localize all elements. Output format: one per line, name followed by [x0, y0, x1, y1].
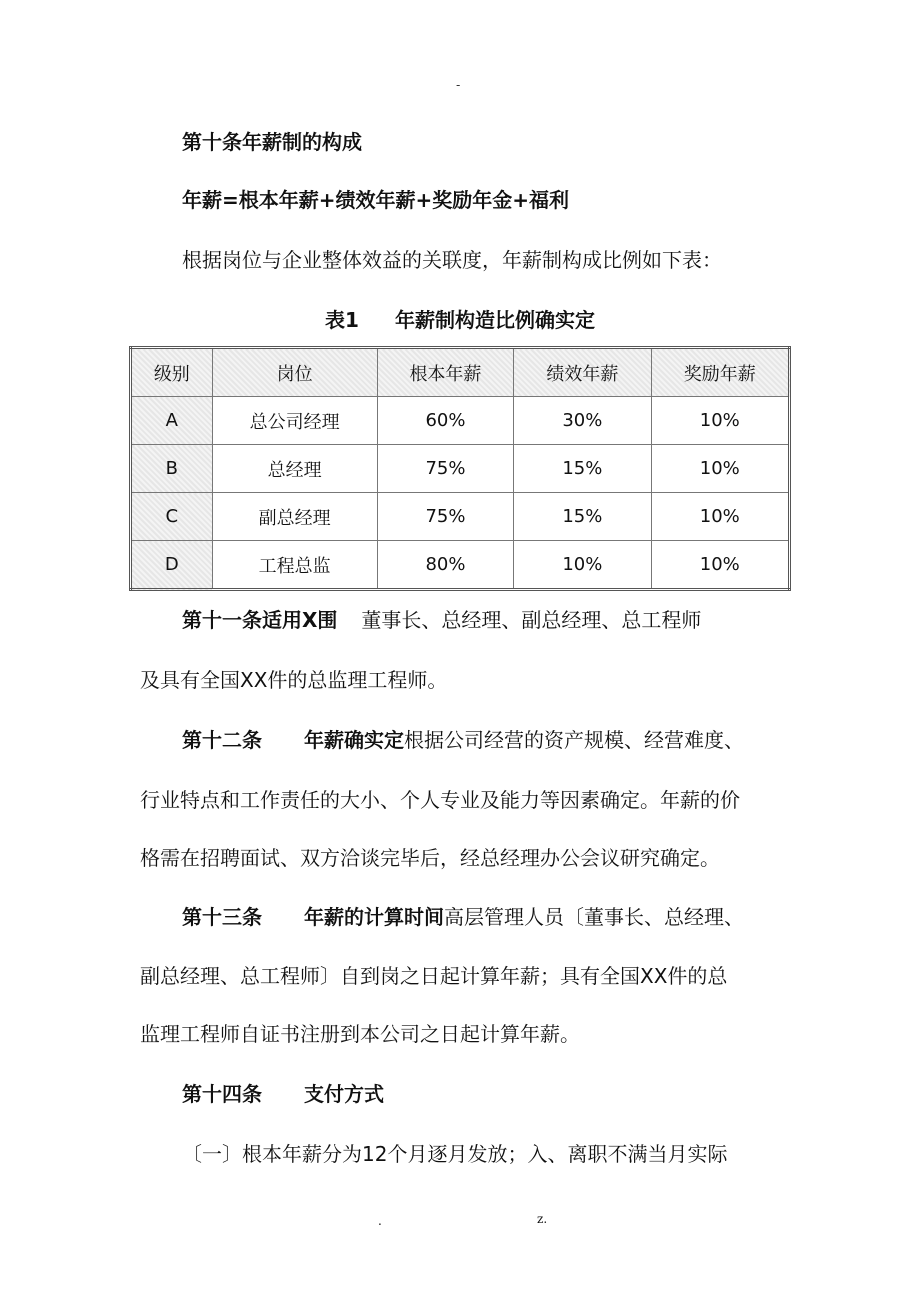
cell-performance: 10%	[514, 541, 651, 590]
article11-line1	[182, 606, 701, 634]
table-caption-title: 年薪制构造比例确实定	[394, 308, 595, 332]
cell-base: 80%	[377, 541, 513, 590]
cell-bonus: 10%	[651, 541, 789, 590]
article13-subheading: 年薪的计算时间	[304, 905, 444, 929]
cell-base: 60%	[377, 397, 513, 445]
article13-line1	[182, 903, 744, 931]
header-base-salary: 根本年薪	[377, 348, 513, 397]
table-row	[131, 541, 790, 590]
salary-ratio-table	[129, 346, 791, 591]
table-row	[131, 493, 790, 541]
cell-position: 工程总监	[212, 541, 377, 590]
header-bonus-salary: 奖励年薪	[651, 348, 789, 397]
article10-formula: 年薪=根本年薪+绩效年薪+奖励年金+福利	[182, 188, 570, 212]
article12-text1: 根据公司经营的资产规模、经营难度、	[404, 728, 744, 752]
article12-line1	[182, 726, 744, 754]
cell-base: 75%	[377, 493, 513, 541]
cell-performance: 15%	[514, 493, 651, 541]
article13-text1: 高层管理人员〔董事长、总经理、	[444, 905, 744, 929]
footer-dot: .	[378, 1214, 382, 1228]
article14-item1: 〔一〕根本年薪分为12个月逐月发放；入、离职不满当月实际	[182, 1142, 728, 1166]
header-performance-salary: 绩效年薪	[514, 348, 651, 397]
article11-text1: 董事长、总经理、副总经理、总工程师	[361, 608, 702, 632]
cell-bonus: 10%	[651, 493, 789, 541]
cell-performance: 15%	[514, 445, 651, 493]
cell-bonus: 10%	[651, 397, 789, 445]
article12-text2: 行业特点和工作责任的大小、个人专业及能力等因素确定。年薪的价	[140, 788, 740, 812]
cell-performance: 30%	[514, 397, 651, 445]
footer-z: z.	[537, 1212, 548, 1226]
cell-position: 总经理	[212, 445, 377, 493]
header-mark: -	[456, 78, 461, 92]
header-position: 岗位	[212, 348, 377, 397]
article14-heading: 第十四条	[182, 1082, 262, 1106]
article13-heading: 第十三条	[182, 905, 262, 929]
table-header-row	[131, 348, 790, 397]
article11-heading: 第十一条适用X围	[182, 608, 338, 632]
article10-title: 第十条年薪制的构成	[182, 130, 362, 154]
header-level: 级别	[131, 348, 213, 397]
table-row	[131, 445, 790, 493]
article13-text2: 副总经理、总工程师〕自到岗之日起计算年薪；具有全国XX件的总	[140, 964, 728, 988]
cell-position: 副总经理	[212, 493, 377, 541]
table-row	[131, 397, 790, 445]
article12-text3: 格需在招聘面试、双方洽谈完毕后，经总经理办公会议研究确定。	[140, 846, 720, 870]
article13-text3: 监理工程师自证书注册到本公司之日起计算年薪。	[140, 1022, 580, 1046]
cell-level: A	[131, 397, 213, 445]
article11-text2: 及具有全国XX件的总监理工程师。	[140, 668, 448, 692]
article10-intro: 根据岗位与企业整体效益的关联度，年薪制构成比例如下表：	[182, 248, 722, 272]
article14-subheading: 支付方式	[304, 1082, 384, 1106]
cell-base: 75%	[377, 445, 513, 493]
article12-subheading: 年薪确实定	[304, 728, 404, 752]
table-caption-number: 表1	[325, 308, 359, 332]
cell-level: B	[131, 445, 213, 493]
cell-bonus: 10%	[651, 445, 789, 493]
cell-position: 总公司经理	[212, 397, 377, 445]
cell-level: D	[131, 541, 213, 590]
article12-heading: 第十二条	[182, 728, 262, 752]
table-caption	[0, 304, 920, 333]
cell-level: C	[131, 493, 213, 541]
article14-line1	[182, 1080, 384, 1108]
